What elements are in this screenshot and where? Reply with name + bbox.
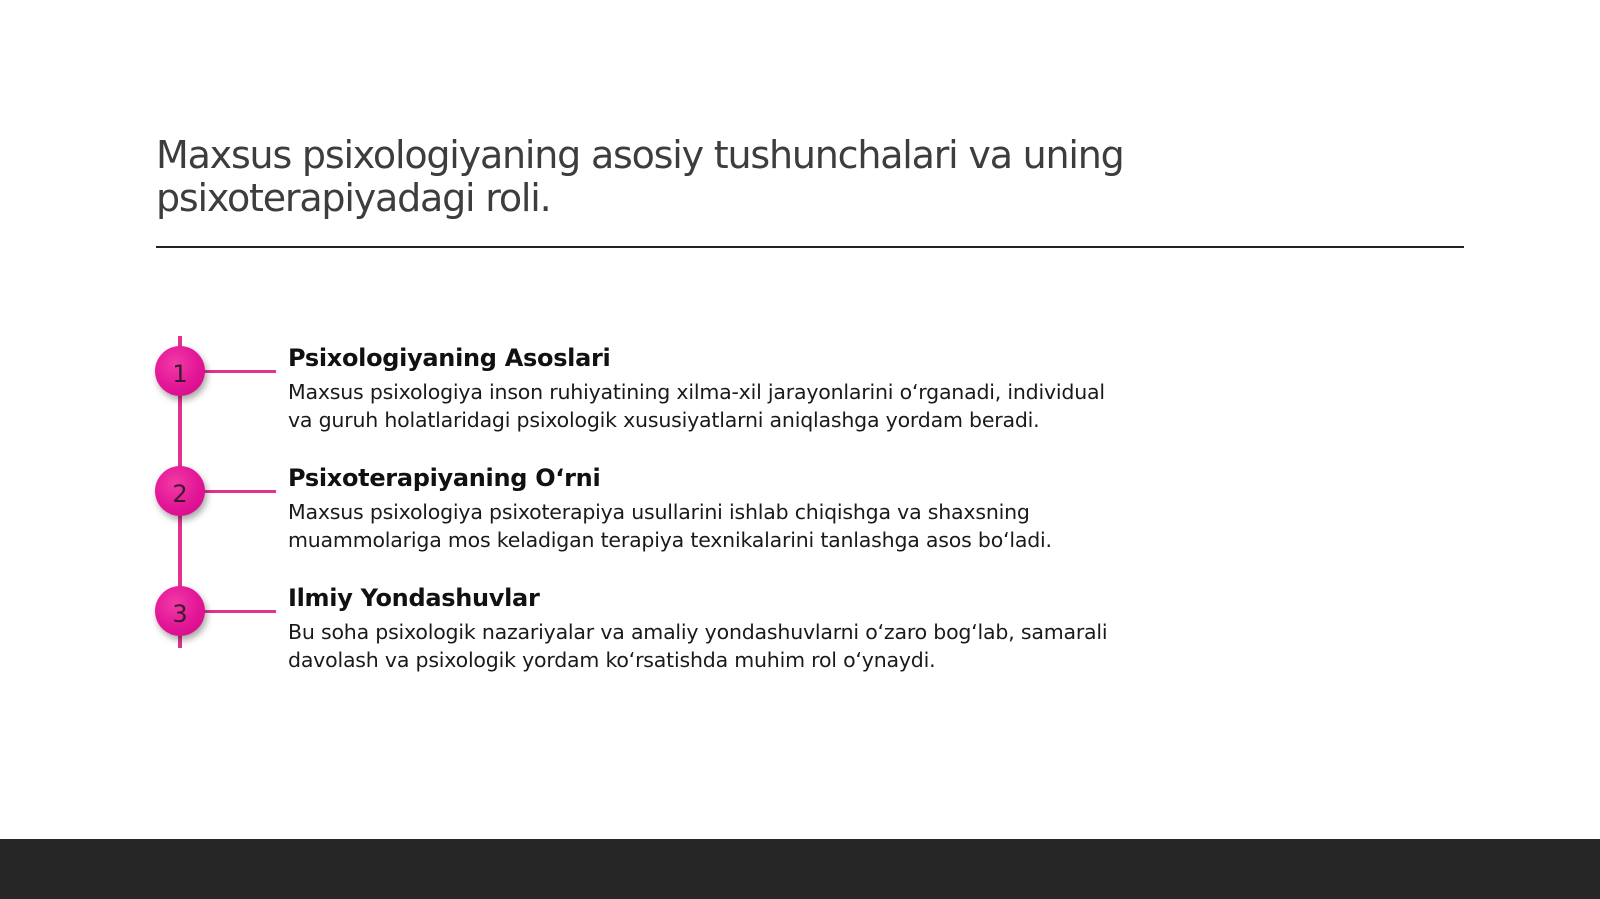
step-3-text: Bu soha psixologik nazariyalar va amaliy yondashuvlarni o‘zaro bog‘lab, samarali davolash va psixologik yordam ko‘rsatishda muhim rol o‘ynaydi. (288, 620, 1108, 672)
step-2-title: Psixoterapiyaning O‘rni (288, 464, 601, 492)
step-1-text: Maxsus psixologiya inson ruhiyatining xilma-xil jarayonlarini o‘rganadi, individual va guruh holatlaridagi psixologik xususiyatlarni aniqlashga yordam beradi. (288, 380, 1105, 432)
step-1-title: Psixologiyaning Asoslari (288, 344, 611, 372)
step-1-badge: 1 (155, 346, 205, 396)
step-2-text: Maxsus psixologiya psixoterapiya usullarini ishlab chiqishga va shaxsning muammolariga mos keladigan terapiya texnikalarini tanlashga asos bo‘ladi. (288, 500, 1052, 552)
step-2-connector (200, 490, 276, 493)
footer-bar (0, 839, 1600, 899)
step-2-badge: 2 (155, 466, 205, 516)
step-3-badge: 3 (155, 586, 205, 636)
step-3-connector (200, 610, 276, 613)
step-3-title: Ilmiy Yondashuvlar (288, 584, 540, 612)
step-1-connector (200, 370, 276, 373)
title-divider (156, 246, 1464, 248)
slide-title-line-1: Maxsus psixologiyaning asosiy tushunchalari va uning (156, 133, 1124, 177)
slide-title (156, 134, 1356, 220)
slide-title-line-2: psixoterapiyadagi roli. (156, 176, 551, 220)
